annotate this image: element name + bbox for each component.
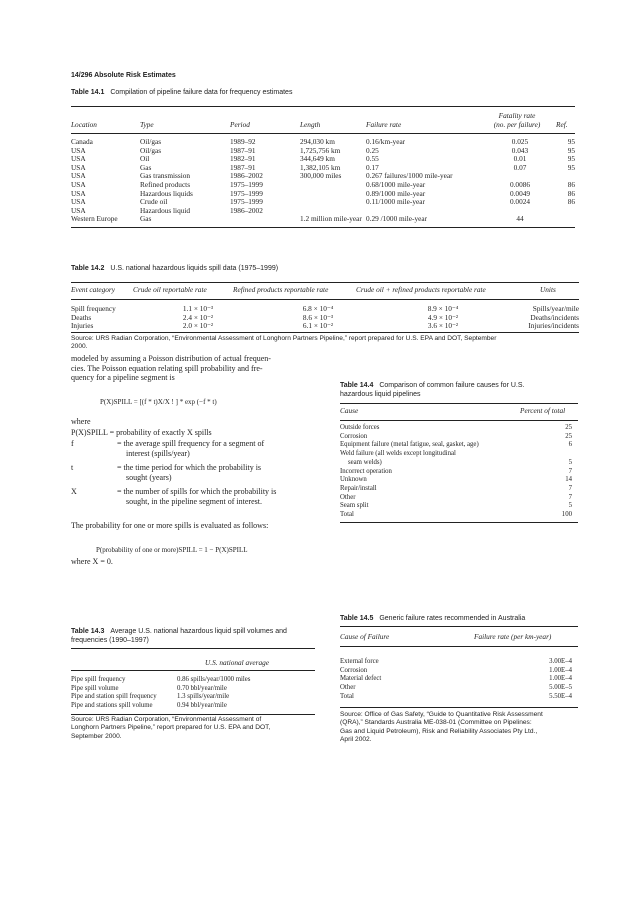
table2-row-cell: 8.6 × 10⁻³ bbox=[302, 312, 334, 322]
table4-row bbox=[340, 494, 572, 503]
table1-row-cell: 0.29 /1000 mile-year bbox=[366, 214, 427, 224]
table2-body bbox=[71, 305, 579, 331]
table1-caption-text: Compilation of pipeline failure data for frequency estimates bbox=[110, 89, 293, 96]
table4-row-cell: Other bbox=[340, 493, 356, 501]
table2-source-line1: Source: URS Radian Corporation, “Environmental Assessment of Longhorn Partners Pipeline,” report prepared for U.S. EPA and DOT, September bbox=[71, 335, 497, 342]
table3-row bbox=[71, 676, 315, 685]
table1-row-cell: 95 bbox=[567, 137, 575, 146]
table1-header-rule bbox=[71, 133, 575, 134]
table1-row-cell: Gas transmission bbox=[140, 171, 191, 181]
table2-header-crude: Crude oil reportable rate bbox=[133, 285, 207, 294]
table2-row-cell: 2.0 × 10⁻² bbox=[182, 321, 214, 331]
table1-header-location: Location bbox=[71, 120, 97, 129]
table1-row bbox=[71, 215, 575, 224]
table1-row-cell: 0.55 bbox=[366, 154, 379, 164]
table5-row-cell: 5.00E–5 bbox=[549, 684, 572, 692]
table2-row-cell: Injuries/incidents bbox=[528, 321, 579, 331]
definition-t-symbol: t bbox=[71, 463, 74, 472]
table5-row-cell: 1.00E–4 bbox=[549, 675, 572, 683]
table1-row-cell: USA bbox=[71, 205, 86, 215]
table3-row-cell: Pipe and stations spill volume bbox=[71, 701, 153, 709]
table4-row-cell: Incorrect operation bbox=[340, 467, 392, 475]
table5-header-cause: Cause of Failure bbox=[340, 632, 390, 641]
table1-row-cell: USA bbox=[71, 162, 86, 172]
table1-row-cell: 1975–1999 bbox=[230, 179, 263, 189]
table2-source-line2: 2000. bbox=[71, 343, 88, 351]
table1-row-cell: 1987–91 bbox=[230, 162, 256, 172]
table1-row-cell: USA bbox=[71, 179, 86, 189]
table3-row-cell: 0.86 spills/year/1000 miles bbox=[177, 676, 251, 683]
table4-caption-line2: hazardous liquid pipelines bbox=[340, 391, 421, 398]
table3-row bbox=[71, 693, 315, 702]
table2-bottom-rule bbox=[71, 332, 579, 333]
table1-row-cell: Oil bbox=[140, 154, 150, 164]
definition-f-text bbox=[117, 439, 264, 458]
table1-row-cell: Oil/gas bbox=[140, 137, 162, 146]
table1-row-cell: USA bbox=[71, 188, 86, 198]
table3-source-line3: September 2000. bbox=[71, 732, 122, 740]
table2-row-cell: Spills/year/mile bbox=[532, 304, 579, 313]
table5-row-cell: External force bbox=[340, 658, 379, 665]
definition-f-symbol: f bbox=[71, 439, 74, 448]
table5-top-rule bbox=[340, 626, 578, 627]
table4-row bbox=[340, 424, 572, 433]
table2-row-cell: 8.9 × 10⁻⁴ bbox=[427, 304, 459, 313]
table5-source-line1: Source: Office of Gas Safety, “Guide to Quantitative Risk Assessment bbox=[340, 711, 543, 718]
table1-row-cell: Oil/gas bbox=[140, 145, 162, 155]
table5-source bbox=[340, 711, 580, 745]
table4-row bbox=[340, 502, 572, 511]
table1-row-cell: 0.07 bbox=[513, 162, 527, 172]
table1-row-cell: 1986–2002 bbox=[230, 205, 263, 215]
table1-row-cell: USA bbox=[71, 154, 86, 164]
table3-caption bbox=[71, 627, 287, 645]
table5-header-rule bbox=[340, 646, 578, 647]
table1-row-cell: 0.25 bbox=[366, 145, 379, 155]
table1-row-cell: 95 bbox=[567, 162, 575, 172]
table3-source bbox=[71, 716, 319, 741]
table1-row-cell bbox=[300, 190, 366, 199]
table2-row-cell: 6.1 × 10⁻² bbox=[302, 321, 334, 331]
table2-header-event: Event category bbox=[71, 285, 115, 294]
table5-row-cell: 1.00E–4 bbox=[549, 666, 572, 674]
table4-row bbox=[340, 450, 572, 459]
table3-source-line1: Source: URS Radian Corporation, “Environmental Assessment of bbox=[71, 716, 262, 723]
table1-row-cell: 0.025 bbox=[511, 137, 529, 146]
table4-header-rule bbox=[340, 420, 578, 421]
table5-caption-text: Generic failure rates recommended in Australia bbox=[379, 615, 526, 622]
table1-row-cell: 0.17 bbox=[366, 162, 379, 172]
table1-row-cell: Refined products bbox=[140, 179, 191, 189]
table1-header-fatality-1: Fatality rate bbox=[498, 111, 536, 120]
table1-row-cell: 1975–1999 bbox=[230, 197, 263, 207]
table2-row-cell: 1.1 × 10⁻³ bbox=[182, 304, 214, 313]
definition-x-line2: sought, in the pipeline segment of interest. bbox=[126, 496, 262, 506]
table1-row-cell: 0.68/1000 mile-year bbox=[366, 179, 426, 189]
table1-row-cell bbox=[230, 215, 300, 224]
table1-row-cell: 1,725,756 km bbox=[300, 145, 341, 155]
table1-row-cell: 1989–92 bbox=[230, 137, 256, 146]
table1-top-rule bbox=[71, 106, 575, 107]
table1-row-cell: 344,649 km bbox=[300, 154, 335, 164]
definition-f-line2: interest (spills/year) bbox=[126, 448, 190, 458]
table1-row-cell: 44 bbox=[516, 214, 524, 224]
table3-header-rule bbox=[71, 670, 315, 671]
table1-row-cell: 1.2 million mile-year bbox=[300, 214, 362, 224]
table5-body bbox=[340, 658, 572, 702]
table4-row-cell: 6 bbox=[568, 441, 572, 449]
table3-caption-line1: Average U.S. national hazardous liquid spill volumes and bbox=[110, 628, 287, 635]
table1-bottom-rule bbox=[71, 227, 575, 228]
table4-row-cell: 25 bbox=[565, 432, 572, 440]
table2-header-refined: Refined products reportable rate bbox=[233, 285, 329, 294]
table4-row-cell: 5 bbox=[568, 458, 572, 466]
definition-x-text bbox=[117, 487, 276, 506]
definition-t-text bbox=[117, 463, 261, 482]
table1-row-cell bbox=[550, 215, 575, 224]
table1-row-cell: 1987–91 bbox=[230, 145, 256, 155]
definition-x-line1: = the number of spills for which the probability is bbox=[117, 487, 277, 496]
definition-t-line1: = the time period for which the probability is bbox=[117, 463, 262, 472]
table4-label: Table 14.4 bbox=[340, 382, 374, 389]
table2-header-units: Units bbox=[540, 285, 556, 294]
table1-row-cell: 1982–91 bbox=[230, 154, 256, 164]
table1-row-cell: 95 bbox=[567, 145, 575, 155]
table2-row-cell: 6.8 × 10⁻⁴ bbox=[302, 304, 334, 313]
table1-row-cell: 300,000 miles bbox=[300, 171, 342, 181]
body-line-2: cies. The Poisson equation relating spill probability and fre- bbox=[71, 363, 263, 373]
table4-caption-line1: Comparison of common failure causes for U.S. bbox=[379, 382, 525, 389]
table1-header-ref: Ref. bbox=[556, 120, 568, 129]
table4-row-cell: Weld failure (all welds except longitudinal bbox=[340, 450, 456, 458]
table1-row-cell: 1,382,105 km bbox=[300, 162, 341, 172]
table4-row-cell: 14 bbox=[565, 476, 572, 484]
definition-px: P(X)SPILL = probability of exactly X spills bbox=[71, 428, 212, 437]
table1-header-period: Period bbox=[230, 120, 250, 129]
table3-source-line2: Longhorn Partners Pipeline,” report prepared for U.S. EPA and DOT, bbox=[71, 724, 271, 732]
body-paragraph bbox=[71, 354, 319, 383]
table1-row-cell: USA bbox=[71, 171, 86, 181]
table5-row-cell: Other bbox=[340, 684, 356, 692]
table1-row-cell bbox=[300, 198, 366, 207]
table1-row-cell: Gas bbox=[140, 214, 152, 224]
table1-row-cell: USA bbox=[71, 197, 86, 207]
table5-source-line2: (QRA),” Standards Australia ME-038-01 (Committee on Pipelines: bbox=[340, 719, 532, 727]
table3-row-cell: Pipe and station spill frequency bbox=[71, 693, 157, 701]
where-x-zero: where X = 0. bbox=[71, 557, 113, 566]
table1-row-cell: Gas bbox=[140, 162, 152, 172]
table3-row-cell: Pipe spill volume bbox=[71, 684, 119, 692]
table5-row bbox=[340, 693, 572, 702]
table4-row bbox=[340, 468, 572, 477]
table4-row-cell: 7 bbox=[568, 493, 572, 501]
table1-row-cell: Crude oil bbox=[140, 197, 168, 207]
table5-source-line3: Gas and Liquid Petroleum), Risk and Reliability Associates Pty Ltd., bbox=[340, 727, 538, 735]
table1-row-cell: 1986–2002 bbox=[230, 171, 263, 181]
table1-row-cell: USA bbox=[71, 145, 86, 155]
table1-header-fatality-2: (no. per failure) bbox=[493, 119, 541, 129]
table1-header-length: Length bbox=[300, 120, 321, 129]
table5-row-cell: 3.00E–4 bbox=[549, 658, 572, 665]
table5-caption bbox=[340, 614, 525, 623]
table4-row-cell: Outside forces bbox=[340, 424, 380, 431]
table2-row-cell: 3.6 × 10⁻² bbox=[427, 321, 459, 331]
table4-row-cell: 7 bbox=[568, 467, 572, 475]
table3-body bbox=[71, 676, 315, 710]
table2-caption-text: U.S. national hazardous liquids spill data (1975–1999) bbox=[110, 265, 279, 272]
table3-header-average: U.S. national average bbox=[205, 658, 270, 667]
table2-caption bbox=[71, 264, 278, 273]
table1-row-cell: 86 bbox=[567, 188, 575, 198]
table4-row-cell: 100 bbox=[561, 511, 572, 519]
table2-row-cell: Deaths/incidents bbox=[530, 312, 579, 322]
table1-row-cell: 0.11/1000 mile-year bbox=[366, 197, 425, 207]
table3-row-cell: Pipe spill frequency bbox=[71, 676, 126, 683]
table1-row-cell: Western Europe bbox=[71, 214, 118, 224]
table1-row-cell: 0.89/1000 mile-year bbox=[366, 188, 426, 198]
table5-source-line4: April 2002. bbox=[340, 736, 372, 744]
body-line-3: quency for a pipeline segment is bbox=[71, 373, 175, 383]
table2-top-rule bbox=[71, 282, 579, 283]
table5-row-cell: Total bbox=[340, 692, 354, 700]
table4-row-cell: Corrosion bbox=[340, 432, 368, 440]
table1-row-cell: 86 bbox=[567, 179, 575, 189]
table1-row-cell: Hazardous liquid bbox=[140, 205, 191, 215]
table1-row-cell: 86 bbox=[567, 197, 575, 207]
definition-t-line2: sought (years) bbox=[126, 472, 172, 482]
table4-header-percent: Percent of total bbox=[520, 406, 566, 415]
table1-caption bbox=[71, 88, 292, 97]
table1-row-cell bbox=[300, 181, 366, 190]
table3-top-rule bbox=[71, 648, 315, 649]
table2-source bbox=[71, 335, 581, 352]
table4-row-cell: Repair/install bbox=[340, 484, 377, 492]
table2-row-cell: Injuries bbox=[71, 321, 94, 331]
table1-row-cell: Hazardous liquids bbox=[140, 188, 193, 198]
table1-row-cell: 294,030 km bbox=[300, 137, 335, 146]
table4-row-cell: Unknown bbox=[340, 476, 367, 484]
table4-top-rule bbox=[340, 403, 578, 404]
table3-bottom-rule bbox=[71, 714, 315, 715]
definition-x-symbol: X bbox=[71, 487, 77, 496]
table1-row-cell: 0.0024 bbox=[509, 197, 531, 207]
table5-row-cell: 5.50E–4 bbox=[549, 692, 572, 700]
table1-row-cell: 0.01 bbox=[513, 154, 527, 164]
table1-row-cell: Canada bbox=[71, 137, 93, 146]
table3-row-cell: 0.70 bbl/year/mile bbox=[177, 684, 227, 692]
table4-row bbox=[340, 511, 572, 520]
table5-header-rate: Failure rate (per km-year) bbox=[474, 632, 552, 641]
table4-caption bbox=[340, 381, 524, 399]
table5-row bbox=[340, 675, 572, 684]
table2-row-cell: 4.9 × 10⁻² bbox=[427, 312, 459, 322]
table3-row bbox=[71, 685, 315, 694]
table4-bottom-rule bbox=[340, 522, 578, 523]
table4-row bbox=[340, 476, 572, 485]
table3-caption-line2: frequencies (1990–1997) bbox=[71, 637, 149, 644]
table1-row-cell: 0.043 bbox=[511, 145, 529, 155]
table3-row-cell: 1.3 spills/year/mile bbox=[177, 693, 230, 701]
table3-row-cell: 0.94 bbl/year/mile bbox=[177, 701, 227, 709]
table1-header-fatality bbox=[484, 112, 550, 129]
table5-row bbox=[340, 684, 572, 693]
equation-poisson: P(X)SPILL = [(f * t)X/X ! ] * exp (−f * t) bbox=[100, 398, 217, 406]
equation-one-or-more: P(probability of one or more)SPILL = 1 − P(X)SPILL bbox=[96, 546, 248, 554]
table5-row-cell: Material defect bbox=[340, 675, 382, 683]
table4-row bbox=[340, 441, 572, 450]
table5-row bbox=[340, 667, 572, 676]
table4-row bbox=[340, 459, 572, 468]
table3-row bbox=[71, 702, 315, 711]
table2-header-combined: Crude oil + refined products reportable rate bbox=[356, 285, 486, 294]
table1-row-cell: 0.267 failures/1000 mile-year bbox=[366, 171, 453, 181]
where-label-1: where bbox=[71, 417, 91, 426]
table2-row-cell: Spill frequency bbox=[71, 304, 116, 313]
table2-row-cell: Deaths bbox=[71, 312, 92, 322]
table5-bottom-rule bbox=[340, 707, 578, 708]
table1-row-cell: 1975–1999 bbox=[230, 188, 263, 198]
table4-row-cell: 7 bbox=[568, 484, 572, 492]
table2-header-rule bbox=[71, 299, 579, 300]
table5-row bbox=[340, 658, 572, 667]
table5-row-cell: Corrosion bbox=[340, 666, 368, 674]
table2-row bbox=[71, 322, 579, 331]
definition-f-line1: = the average spill frequency for a segment of bbox=[117, 439, 265, 448]
table4-row bbox=[340, 485, 572, 494]
table4-row-cell: 25 bbox=[565, 424, 572, 431]
table3-label: Table 14.3 bbox=[71, 628, 105, 635]
table4-row-cell: 5 bbox=[568, 502, 572, 510]
table1-row-cell bbox=[550, 207, 575, 216]
table4-row-cell: Seam split bbox=[340, 502, 369, 510]
table4-row-cell: Total bbox=[340, 511, 354, 519]
table4-row-cell: Equipment failure (metal fatigue, seal, gasket, age) bbox=[340, 441, 479, 449]
table1-row-cell: 0.0049 bbox=[509, 188, 531, 198]
table1-header-failure-rate: Failure rate bbox=[366, 120, 402, 129]
table4-row-cell: seam welds) bbox=[348, 458, 382, 466]
probability-text: The probability for one or more spills is evaluated as follows: bbox=[71, 521, 269, 530]
body-line-1: modeled by assuming a Poisson distribution of actual frequen- bbox=[71, 354, 271, 363]
table2-label: Table 14.2 bbox=[71, 265, 105, 272]
table1-row-cell: 95 bbox=[567, 154, 575, 164]
table1-label: Table 14.1 bbox=[71, 89, 105, 96]
table1-body bbox=[71, 138, 575, 224]
table4-row-cell bbox=[540, 450, 572, 459]
table1-row-cell: 0.0086 bbox=[509, 179, 531, 189]
table5-label: Table 14.5 bbox=[340, 615, 374, 622]
table1-row-cell: 0.16/km-year bbox=[366, 137, 406, 146]
table4-header-cause: Cause bbox=[340, 406, 359, 415]
table4-body bbox=[340, 424, 572, 520]
table2-row-cell: 2.4 × 10⁻² bbox=[182, 312, 214, 322]
table1-header-type: Type bbox=[140, 120, 154, 129]
table4-row bbox=[340, 433, 572, 442]
running-header: 14/296 Absolute Risk Estimates bbox=[71, 72, 176, 79]
